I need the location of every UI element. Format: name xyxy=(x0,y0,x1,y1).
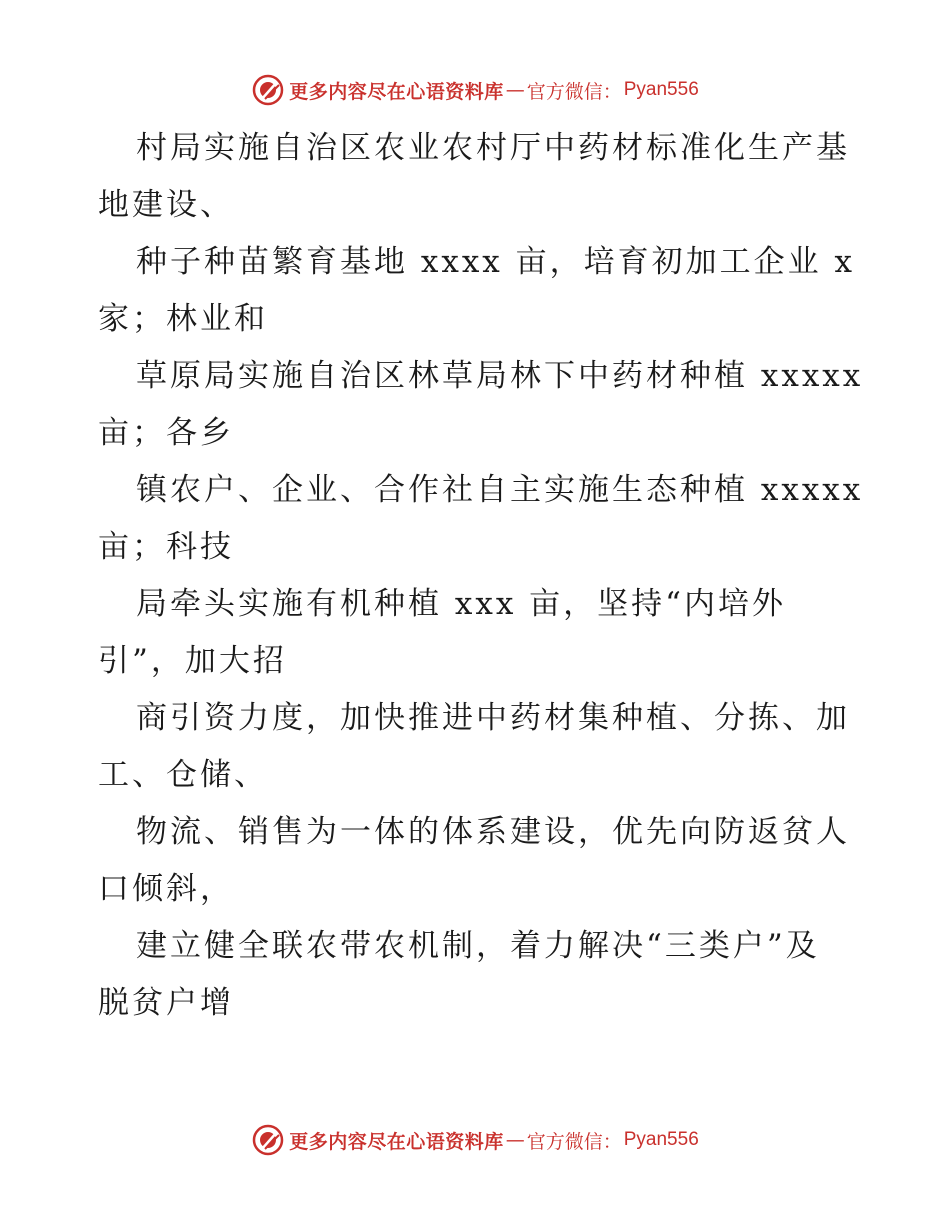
paragraph-continuation: 地建设、 xyxy=(98,187,234,223)
header-promo-text: 更多内容尽在心语资料库 xyxy=(289,80,504,103)
brand-logo-icon xyxy=(251,73,285,107)
footer-banner xyxy=(0,1120,950,1160)
paragraph xyxy=(98,576,858,690)
footer-dash: — xyxy=(505,1129,525,1151)
paragraph-continuation: 亩；科技 xyxy=(98,529,234,565)
paragraph-continuation: 引”，加大招 xyxy=(98,643,287,679)
brand-logo-icon xyxy=(251,1123,285,1157)
paragraph-continuation: 工、仓储、 xyxy=(98,757,268,793)
paragraph-first-line: 种子种苗繁育基地 xxxx 亩，培育初加工企业 x xyxy=(136,244,855,280)
paragraph xyxy=(98,804,858,918)
paragraph-first-line: 村局实施自治区农业农村厅中药材标准化生产基 xyxy=(136,130,850,166)
paragraph-first-line: 局牵头实施有机种植 xxx 亩，坚持“内培外 xyxy=(136,586,787,622)
paragraph-first-line: 商引资力度，加快推进中药材集种植、分拣、加 xyxy=(136,700,850,736)
document-body xyxy=(98,120,864,1032)
header-wechat-label: 官方微信： xyxy=(526,80,622,103)
paragraph xyxy=(98,234,858,348)
paragraph-first-line: 建立健全联农带农机制，着力解决“三类户”及 xyxy=(136,928,820,964)
paragraph-first-line: 物流、销售为一体的体系建设，优先向防返贫人 xyxy=(136,814,850,850)
paragraph-continuation: 口倾斜， xyxy=(98,871,234,907)
paragraph xyxy=(98,918,858,1032)
footer-promo-text: 更多内容尽在心语资料库 xyxy=(289,1130,504,1153)
header-dash: — xyxy=(505,79,525,101)
paragraph-continuation: 家；林业和 xyxy=(98,301,268,337)
paragraph-first-line: 草原局实施自治区林草局林下中药材种植 xxxxx xyxy=(136,358,864,394)
header-wechat-id: Pyan556 xyxy=(623,79,699,100)
header-banner xyxy=(0,70,950,110)
footer-wechat-id: Pyan556 xyxy=(623,1129,699,1150)
footer-wechat-label: 官方微信： xyxy=(526,1130,622,1153)
paragraph-first-line: 镇农户、企业、合作社自主实施生态种植 xxxxx xyxy=(136,472,864,508)
paragraph xyxy=(98,348,864,462)
paragraph xyxy=(98,462,864,576)
paragraph-continuation: 亩；各乡 xyxy=(98,415,234,451)
paragraph xyxy=(98,690,858,804)
paragraph xyxy=(98,120,858,234)
paragraph-continuation: 脱贫户增 xyxy=(98,985,234,1021)
